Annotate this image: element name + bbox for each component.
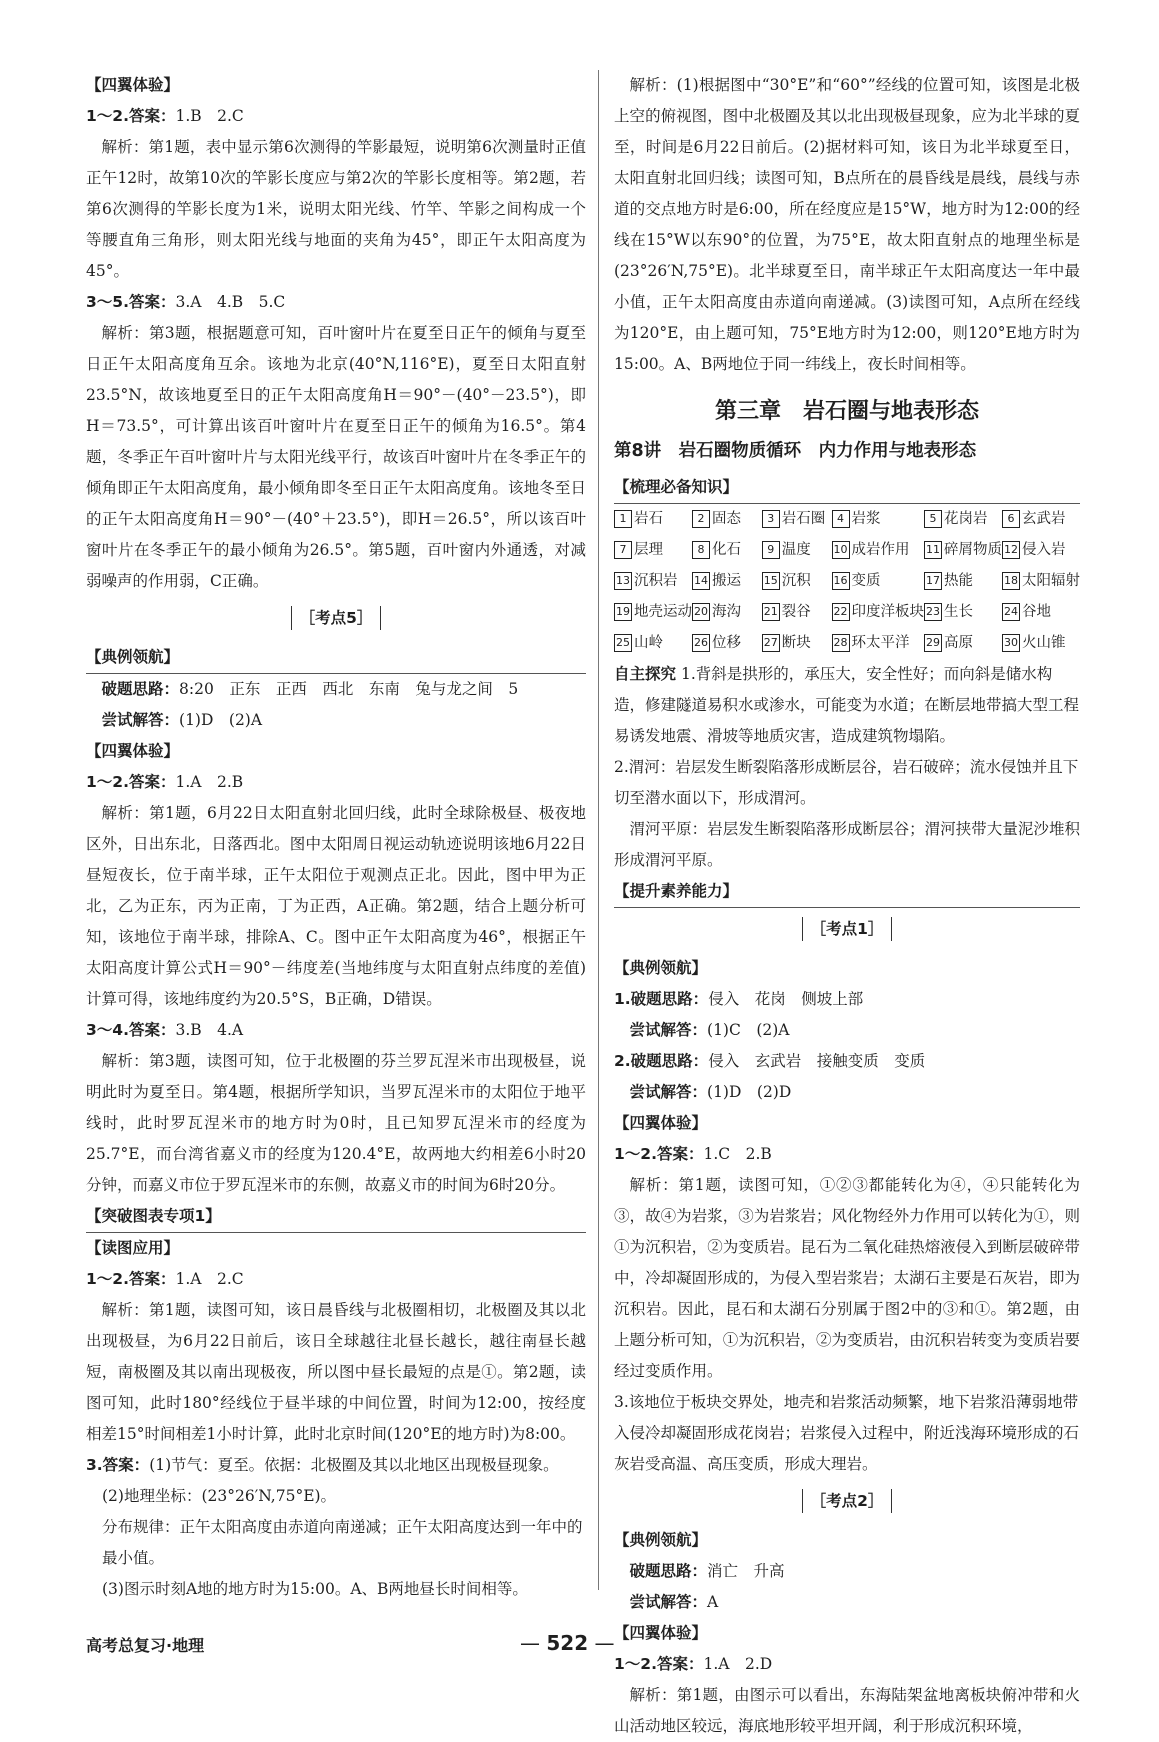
explanation-paragraph: 解析：第3题，读图可知，位于北极圈的芬兰罗瓦涅米市出现极昼，说明此时为夏至日。第4题，根据所学知识，当罗瓦涅米市的太阳位于地平线时，此时罗瓦涅米市的地方时为0时，且已知罗瓦涅米市的经度为25.7°E，而台湾省嘉义市的经度为120.4°E，故两地大约相差6小时20分钟，而嘉义市位于罗瓦涅米市的东侧，故嘉义市的时间为6时20分。 [86,1052,586,1194]
term-number: 30 [1002,634,1020,652]
knowledge-term [832,566,925,597]
term-text: 热能 [944,573,973,589]
term-number: 19 [614,603,632,621]
left-column [86,70,586,1605]
answer-subline: (3)图示时刻A地的地方时为15:00。A、B两地昼长时间相等。 [102,1580,528,1598]
section-heading: 【四翼体验】 [614,1114,708,1132]
term-text: 岩石 [634,511,663,527]
term-number: 5 [924,510,942,528]
knowledge-term [692,535,762,566]
term-number: 23 [924,603,942,621]
term-text: 断块 [781,635,811,651]
knowledge-term [1002,504,1080,535]
term-text: 岩石圈 [781,511,826,527]
explanation-paragraph: 解析：第1题，由图示可以看出，东海陆架盆地离板块俯冲带和火山活动地区较远，海底地形较平坦开阔，利于形成沉积环境， [614,1686,1080,1735]
try-answer-line: 尝试解答：(1)C (2)A [629,1021,790,1039]
term-number: 2 [692,510,710,528]
knowledge-term [1002,535,1080,566]
term-number: 3 [762,510,780,528]
knowledge-term [1002,597,1080,628]
term-text: 火山锥 [1022,635,1066,651]
knowledge-term [692,628,762,659]
thinking-line: 破题思路：8:20 正东 正西 西北 东南 兔与龙之间 5 [101,680,519,698]
answer-line: 1～2.答案：1.A 2.C [86,1270,244,1288]
term-text: 太阳辐射 [1022,573,1080,589]
term-number: 26 [692,634,710,652]
term-text: 谷地 [1022,604,1051,620]
explore-line: 自主探究 1.背斜是拱形的，承压大，安全性好；而向斜是储水构造，修建隧道易积水或渗水，可能变为水道；在断层地带搞大型工程易诱发地震、滑坡等地质灾害，造成建筑物塌陷。 [614,665,1080,745]
knowledge-term [762,566,832,597]
explanation-paragraph: 解析：(1)根据图中“30°E”和“60°”经线的位置可知，该图是北极上空的俯视图，图中北极圈及其以北出现极昼现象，应为北半球的夏至，时间是6月22日前后。(2)据材料可知，该日为北半球夏至日，太阳直射北回归线；读图可知，B点所在的晨昏线是晨线，晨线与赤道的交点地方时是6:00，所在经度应是15°W，地方时为12:00的经线在15°W以东90°的位置，为75°E，故太阳直射点的地理坐标是(23°26′N,75°E)。北半球夏至日，南半球正午太阳高度达一年中最小值，正午太阳高度由赤道向南递减。(3)读图可知，A点所在经线为120°E，由上题可知，75°E地方时为12:00，则120°E地方时为15:00。A、B两地位于同一纬线上，夜长时间相等。 [614,76,1080,373]
answer-line: 1～2.答案：1.B 2.C [86,107,244,125]
answer-subline: 分布规律：正午太阳高度由赤道向南递减；正午太阳高度达到一年中的最小值。 [102,1518,583,1567]
knowledge-term [614,504,692,535]
page-number: — 522 — [520,1628,614,1659]
kaodian-label: ［考点5］ [86,603,586,634]
section-heading: 【典例领航】 [86,642,586,674]
term-text: 侵入岩 [1022,542,1066,558]
book-title: 高考总复习·地理 [86,1636,205,1655]
term-number: 17 [924,572,942,590]
lesson-title: 第8讲 岩石圈物质循环 内力作用与地表形态 [614,441,977,461]
explanation-paragraph: 解析：第1题，6月22日太阳直射北回归线，此时全球除极昼、极夜地区外，日出东北，日落西北。图中太阳周日视运动轨迹说明该地6月22日昼短夜长，位于南半球，正午太阳位于观测点正北。因此，图中甲为正北，乙为正东，丙为正南，丁为正西，A正确。第2题，结合上题分析可知，该地位于南半球，排除A、C。图中正午太阳高度为46°，根据正午太阳高度计算公式H＝90°－纬度差(当地纬度与太阳直射点纬度的差值)计算可得，该地纬度约为20.5°S，B正确，D错误。 [86,804,586,1008]
explanation-paragraph: 解析：第1题，读图可知，①②③都能转化为④，④只能转化为③，故④为岩浆，③为岩浆岩；风化物经外力作用可以转化为①，则①为沉积岩，②为变质岩。昆石为二氧化硅热熔液侵入到断层破碎带中，冷却凝固形成的，为侵入型岩浆岩；太湖石主要是石灰岩，即为沉积岩。因此，昆石和太湖石分别属于图2中的③和①。第2题，由上题分析可知，①为沉积岩，②为变质岩，由沉积岩转变为变质岩要经过变质作用。 [614,1176,1080,1380]
term-number: 28 [832,634,850,652]
knowledge-term [692,504,762,535]
term-text: 成岩作用 [851,542,910,558]
term-number: 13 [614,572,632,590]
thinking-line: 破题思路：消亡 升高 [629,1562,785,1580]
chapter-title: 第三章 岩石圈与地表形态 [714,399,979,424]
knowledge-term [614,597,692,628]
section-heading: 【四翼体验】 [86,76,180,94]
term-text: 层理 [634,542,663,558]
term-text: 生长 [944,604,973,620]
term-text: 裂谷 [781,604,811,620]
term-number: 24 [1002,603,1020,621]
section-heading: 【典例领航】 [614,959,708,977]
section-heading: 【四翼体验】 [614,1624,708,1642]
knowledge-term [692,597,762,628]
explanation-paragraph: 解析：第1题，读图可知，该日晨昏线与北极圈相切，北极圈及其以北出现极昼，为6月22日前后，该日全球越往北昼长越长，越往南昼长越短，南极圈及其以南出现极夜，所以图中昼长最短的点是①。第2题，读图可知，此时180°经线位于昼半球的中间位置，时间为12:00，按经度相差15°时间相差1小时计算，此时北京时间(120°E的地方时)为8:00。 [86,1301,586,1443]
term-number: 16 [832,572,850,590]
term-number: 8 [692,541,710,559]
knowledge-term [832,535,925,566]
term-text: 印度洋板块 [851,604,924,620]
section-heading: 【读图应用】 [86,1239,180,1257]
knowledge-term [832,597,925,628]
answer-line: 3～4.答案：3.B 4.A [86,1021,244,1039]
answer-subline: (2)地理坐标：(23°26′N,75°E)。 [102,1487,337,1505]
knowledge-term [924,628,1002,659]
term-number: 20 [692,603,710,621]
knowledge-term [924,535,1002,566]
knowledge-term [762,597,832,628]
term-number: 29 [924,634,942,652]
try-answer-line: 尝试解答：(1)D (2)D [629,1083,792,1101]
term-number: 1 [614,510,632,528]
knowledge-term [762,504,832,535]
explanation-paragraph: 解析：第3题，根据题意可知，百叶窗叶片在夏至日正午的倾角与夏至日正午太阳高度角互余。该地为北京(40°N,116°E)，夏至日太阳直射23.5°N，故该地夏至日的正午太阳高度角H＝90°－(40°－23.5°)，即H＝73.5°，可计算出该百叶窗叶片在夏至日正午的倾角为16.5°。第4题，冬季正午百叶窗叶片与太阳光线平行，故该百叶窗叶片在冬季正午的倾角即正午太阳高度角，最小倾角即冬至日正午太阳高度角。该地冬至日的正午太阳高度角H＝90°－(40°＋23.5°)，即H＝26.5°，所以该百叶窗叶片在冬季正午的最小倾角为26.5°。第5题，百叶窗内外通透，对减弱噪声的作用弱，C正确。 [86,324,586,590]
right-column [614,70,1080,1742]
answer-line: 1～2.答案：1.A 2.B [86,773,244,791]
term-text: 化石 [712,542,741,558]
explanation-paragraph: 3.该地位于板块交界处，地壳和岩浆活动频繁，地下岩浆沿薄弱地带入侵冷却凝固形成花岗岩；岩浆侵入过程中，附近浅海环境形成的石灰岩受高温、高压变质，形成大理岩。 [614,1393,1080,1473]
knowledge-term [1002,566,1080,597]
section-heading: 【突破图表专项1】 [86,1201,586,1233]
knowledge-term [692,566,762,597]
term-text: 岩浆 [851,511,881,527]
knowledge-term [924,566,1002,597]
knowledge-grid [614,504,1080,659]
kaodian-label: ［考点1］ [614,914,1080,945]
answer-line: 3～5.答案：3.A 4.B 5.C [86,293,286,311]
term-number: 4 [832,510,850,528]
kaodian-label: ［考点2］ [614,1486,1080,1517]
knowledge-term [832,628,925,659]
term-text: 环太平洋 [851,635,910,651]
term-number: 6 [1002,510,1020,528]
explanation-paragraph: 解析：第1题，表中显示第6次测得的竿影最短，说明第6次测量时正值正午12时，故第10次的竿影长度应与第2次的竿影长度相等。第2题，若第6次测得的竿影长度为1米，说明太阳光线、竹竿、竿影之间构成一个等腰直角三角形，则太阳光线与地面的夹角为45°，即正午太阳高度为45°。 [86,138,586,280]
section-heading: 【梳理必备知识】 [614,472,1080,504]
thinking-line: 1.破题思路：侵入 花岗 侧坡上部 [614,990,864,1008]
term-text: 沉积岩 [634,573,678,589]
section-heading: 【典例领航】 [614,1531,708,1549]
term-text: 花岗岩 [944,511,988,527]
term-number: 22 [832,603,850,621]
answer-line: 1～2.答案：1.A 2.D [614,1655,773,1673]
term-text: 玄武岩 [1022,511,1066,527]
term-number: 25 [614,634,632,652]
explore-line: 渭河平原：岩层发生断裂陷落形成断层谷；渭河挟带大量泥沙堆积形成渭河平原。 [614,820,1080,869]
knowledge-term [832,504,925,535]
term-text: 碎屑物质 [944,542,1002,558]
term-text: 海沟 [712,604,741,620]
term-text: 沉积 [781,573,811,589]
try-answer-line: 尝试解答：(1)D (2)A [101,711,263,729]
thinking-line: 2.破题思路：侵入 玄武岩 接触变质 变质 [614,1052,926,1070]
term-number: 12 [1002,541,1020,559]
term-text: 温度 [781,542,811,558]
explore-line: 2.渭河：岩层发生断裂陷落形成断层谷，岩石破碎；流水侵蚀并且下切至潜水面以下，形成渭河。 [614,758,1079,807]
knowledge-term [924,504,1002,535]
knowledge-term [614,566,692,597]
knowledge-term [924,597,1002,628]
answer-line: 3.答案：(1)节气：夏至。依据：北极圈及其以北地区出现极昼现象。 [86,1456,559,1474]
term-text: 搬运 [712,573,741,589]
section-heading: 【提升素养能力】 [614,876,1080,908]
term-text: 山岭 [634,635,663,651]
try-answer-line: 尝试解答：A [629,1593,719,1611]
term-number: 21 [762,603,780,621]
knowledge-term [1002,628,1080,659]
term-number: 11 [924,541,942,559]
knowledge-term [762,535,832,566]
knowledge-term [762,628,832,659]
term-number: 18 [1002,572,1020,590]
term-text: 高原 [944,635,973,651]
term-number: 27 [762,634,780,652]
term-text: 固态 [712,511,741,527]
term-number: 9 [762,541,780,559]
term-text: 位移 [712,635,741,651]
knowledge-term [614,628,692,659]
term-number: 14 [692,572,710,590]
term-number: 15 [762,572,780,590]
term-text: 变质 [851,573,881,589]
term-number: 10 [832,541,850,559]
answer-line: 1～2.答案：1.C 2.B [614,1145,772,1163]
knowledge-term [614,535,692,566]
term-text: 地壳运动 [634,604,692,620]
column-divider [598,70,599,1590]
term-number: 7 [614,541,632,559]
section-heading: 【四翼体验】 [86,742,180,760]
